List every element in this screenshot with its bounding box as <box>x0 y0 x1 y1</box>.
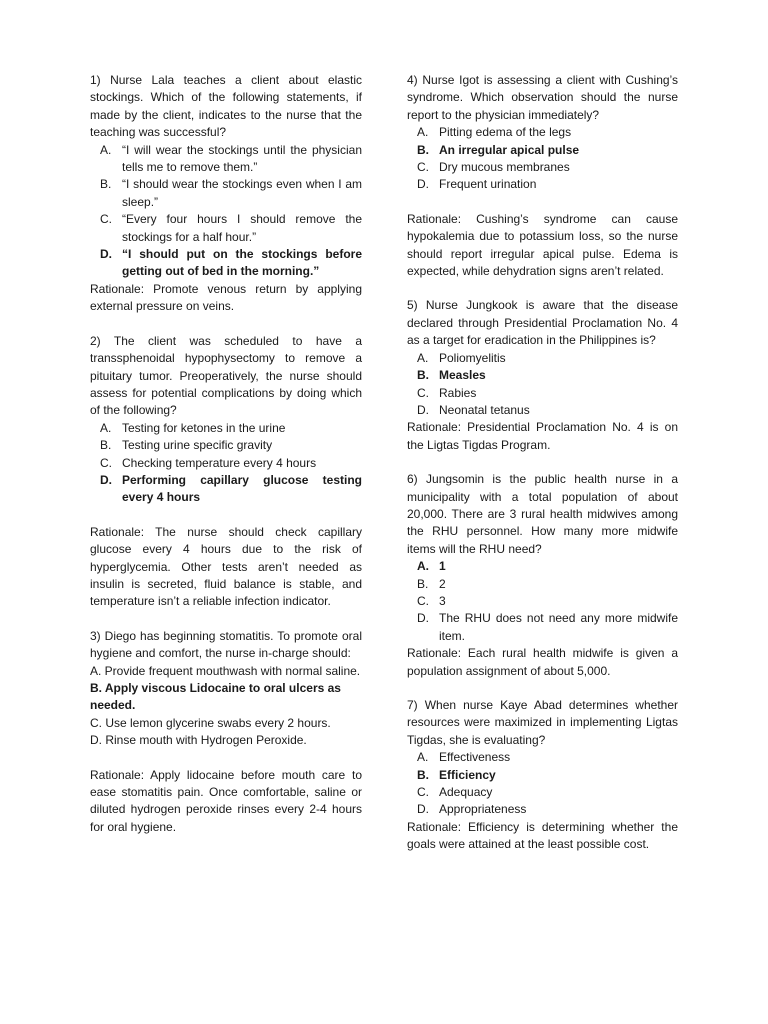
question-5-rationale: Rationale: Presidential Proclamation No. 4 is on the Ligtas Tigdas Program. <box>407 420 678 452</box>
question-1-rationale: Rationale: Promote venous return by applying external pressure on veins. <box>90 281 362 314</box>
question-2-stem: 2) The client was scheduled to have a transsphenoidal hypophysectomy to remove a pituitary tumor. Preoperatively, the nurse should assess for potential complications by doing which of the following? <box>90 333 362 418</box>
question-2-rationale: Rationale: The nurse should check capillary glucose every 4 hours due to the risk of hyperglycemia. Other tests aren’t needed as insulin is secreted, fluid balance is stable, and temperature isn’t a reliable infection indicator. <box>90 524 362 609</box>
option-letter: A. <box>100 142 112 157</box>
option-text: An irregular apical pulse <box>439 142 580 157</box>
option-text: Checking temperature every 4 hours <box>122 455 317 470</box>
option-text: Pitting edema of the legs <box>439 125 572 140</box>
question-6 <box>407 471 678 680</box>
option-b-correct <box>407 767 678 784</box>
question-4-options <box>407 124 678 194</box>
question-3-rationale: Rationale: Apply lidocaine before mouth care to ease stomatitis pain. Once comfortable, saline or diluted hydrogen peroxide rinses every 2-4 hours for oral hygiene. <box>90 767 362 834</box>
option-letter: B. <box>417 576 429 591</box>
option-c <box>90 455 362 472</box>
option-letter: C. <box>100 212 112 227</box>
option-letter: A. <box>417 125 429 140</box>
option-a <box>90 420 362 437</box>
option-text: Testing urine specific gravity <box>122 438 273 453</box>
option-letter: B. <box>100 177 112 192</box>
option-text: Neonatal tetanus <box>439 402 530 417</box>
option-letter: C. <box>417 160 429 175</box>
question-4-rationale: Rationale: Cushing’s syndrome can cause hypokalemia due to potassium loss, so the nurse should report irregular apical pulse. Edema is expected, while dehydration signs aren’t related. <box>407 211 678 279</box>
option-d <box>407 801 678 818</box>
option-text: The RHU does not need any more midwife item. <box>439 611 678 643</box>
option-a <box>407 124 678 141</box>
option-d-correct <box>90 246 362 281</box>
option-d <box>407 402 678 419</box>
option-letter: D. <box>100 472 112 487</box>
spacer <box>90 750 362 767</box>
option-c <box>407 385 678 402</box>
question-4 <box>407 72 678 280</box>
option-text: “I will wear the stockings until the physician tells me to remove them.” <box>122 142 362 175</box>
option-letter: D. <box>417 402 429 417</box>
left-column <box>90 72 362 836</box>
option-text: Effectiveness <box>439 750 511 765</box>
spacer <box>90 611 362 628</box>
question-3 <box>90 628 362 836</box>
question-6-rationale: Rationale: Each rural health midwife is given a population assignment of about 5,000. <box>407 646 678 678</box>
option-text: “Every four hours I should remove the stockings for a half hour.” <box>122 212 362 244</box>
question-7-options <box>407 749 678 819</box>
question-5-options <box>407 350 678 420</box>
option-letter: D. <box>417 177 429 192</box>
option-a <box>407 350 678 367</box>
option-a <box>90 142 362 177</box>
spacer <box>407 680 678 697</box>
option-letter: C. <box>417 785 429 800</box>
option-text: Performing capillary glucose testing every 4 hours <box>122 472 362 505</box>
question-2 <box>90 333 362 611</box>
spacer <box>90 507 362 524</box>
option-letter: A. <box>417 750 429 765</box>
question-2-options <box>90 420 362 507</box>
spacer <box>90 316 362 333</box>
option-c <box>407 593 678 610</box>
option-b-correct <box>407 367 678 384</box>
option-b <box>90 437 362 454</box>
question-5-stem: 5) Nurse Jungkook is aware that the disease declared through Presidential Proclamation No. 4 as a target for eradication in the Philippines is? <box>407 298 678 348</box>
option-text: Adequacy <box>439 785 493 800</box>
option-d <box>407 610 678 645</box>
option-d-correct <box>90 472 362 507</box>
question-6-options <box>407 558 678 645</box>
option-a: A. Provide frequent mouthwash with normal saline. <box>90 663 361 678</box>
question-7-rationale: Rationale: Efficiency is determining whether the goals were attained at the least possible cost. <box>407 819 678 852</box>
option-letter: B. <box>417 767 429 782</box>
option-b-correct <box>407 142 678 159</box>
option-letter: C. <box>417 385 429 400</box>
option-c: C. Use lemon glycerine swabs every 2 hours. <box>90 715 331 730</box>
option-text: 3 <box>439 593 446 608</box>
option-a-correct <box>407 558 678 575</box>
option-a <box>407 749 678 766</box>
option-letter: D. <box>417 802 429 817</box>
option-letter: D. <box>417 611 429 626</box>
option-letter: C. <box>100 455 112 470</box>
option-b <box>407 576 678 593</box>
option-text: Poliomyelitis <box>439 350 506 365</box>
spacer <box>407 454 678 471</box>
question-7-stem: 7) When nurse Kaye Abad determines whether resources were maximized in implementing Ligtas Tigdas, she is evaluating? <box>407 698 678 747</box>
option-text: Frequent urination <box>439 177 537 192</box>
option-letter: A. <box>100 420 112 435</box>
option-letter: A. <box>417 559 429 574</box>
option-text: Rabies <box>439 385 477 400</box>
option-text: Efficiency <box>439 767 496 782</box>
question-6-stem: 6) Jungsomin is the public health nurse in a municipality with a total population of about 20,000. There are 3 rural health midwives among the RHU personnel. How many more midwife items will the RHU need? <box>407 472 678 556</box>
option-text: Measles <box>439 368 486 383</box>
option-text: Testing for ketones in the urine <box>122 420 286 435</box>
option-letter: B. <box>417 142 429 157</box>
option-letter: B. <box>417 368 429 383</box>
option-text: Dry mucous membranes <box>439 160 570 175</box>
option-c <box>90 211 362 246</box>
question-1-stem: 1) Nurse Lala teaches a client about elastic stockings. Which of the following statements, if made by the client, indicates to the nurse that the teaching was successful? <box>90 73 362 140</box>
option-c <box>407 159 678 176</box>
option-b-correct: B. Apply viscous Lidocaine to oral ulcers as needed. <box>90 681 341 713</box>
option-text: “I should put on the stockings before getting out of bed in the morning.” <box>122 247 362 279</box>
option-letter: A. <box>417 350 429 365</box>
question-3-stem: 3) Diego has beginning stomatitis. To promote oral hygiene and comfort, the nurse in-charge should: <box>90 628 362 661</box>
option-c <box>407 784 678 801</box>
option-d: D. Rinse mouth with Hydrogen Peroxide. <box>90 733 307 748</box>
option-letter: D. <box>100 247 112 262</box>
question-4-stem: 4) Nurse Igot is assessing a client with Cushing’s syndrome. Which observation should the nurse report to the physician immediately? <box>407 73 678 122</box>
spacer <box>407 194 678 211</box>
spacer <box>407 280 678 297</box>
question-1 <box>90 72 362 316</box>
option-text: Appropriateness <box>439 802 527 817</box>
option-letter: B. <box>100 438 112 453</box>
option-text: “I should wear the stockings even when I am sleep.” <box>122 177 362 209</box>
question-5 <box>407 297 678 454</box>
option-text: 2 <box>439 576 446 591</box>
option-d <box>407 176 678 193</box>
right-column <box>407 72 678 854</box>
option-b <box>90 176 362 211</box>
option-letter: C. <box>417 593 429 608</box>
question-7 <box>407 697 678 854</box>
option-text: 1 <box>439 559 446 574</box>
question-1-options <box>90 142 362 281</box>
